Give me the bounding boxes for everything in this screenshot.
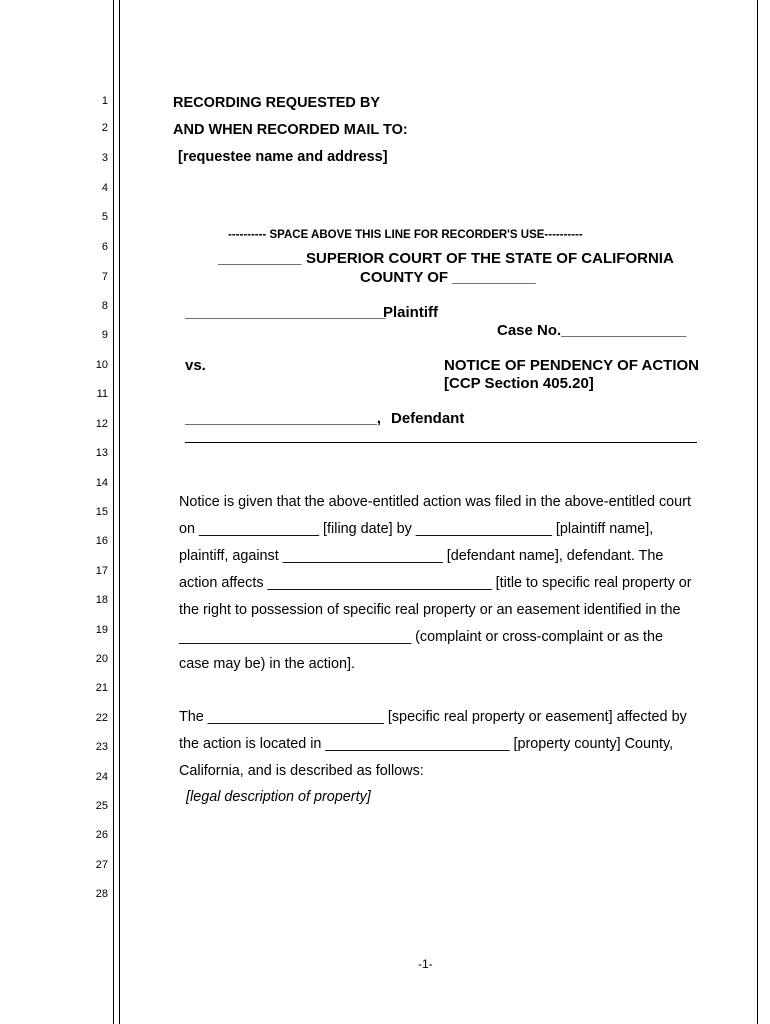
when-recorded-mail-to: AND WHEN RECORDED MAIL TO:: [173, 122, 408, 138]
paragraph-line: California, and is described as follows:: [179, 763, 424, 779]
line-number: 13: [95, 447, 108, 459]
line-number: 21: [95, 682, 108, 694]
line-number: 3: [101, 152, 108, 164]
legal-description: [legal description of property]: [186, 789, 371, 805]
line-number: 2: [101, 122, 108, 134]
paragraph-line: the right to possession of specific real property or an easement identified in the: [179, 602, 681, 618]
right-margin-rule: [757, 0, 758, 1024]
line-number: 25: [95, 800, 108, 812]
line-number: 1: [101, 95, 108, 107]
line-number: 12: [95, 418, 108, 430]
case-number: Case No._______________: [497, 322, 687, 339]
court-name: SUPERIOR COURT OF THE STATE OF CALIFORNIA: [306, 250, 674, 267]
left-margin-rule-inner: [119, 0, 120, 1024]
paragraph-line: _____________________________ (complaint or cross-complaint or as the: [179, 629, 664, 645]
line-number: 17: [95, 565, 108, 577]
paragraph-line: action affects ____________________________ [title to specific real property or: [179, 575, 692, 591]
line-number: 22: [95, 712, 108, 724]
paragraph-line: on _______________ [filing date] by _________________ [plaintiff name],: [179, 521, 654, 537]
paragraph-line: case may be) in the action].: [179, 656, 355, 672]
line-number: 19: [95, 624, 108, 636]
line-number: 18: [95, 594, 108, 606]
defendant-label: Defendant: [391, 410, 465, 427]
line-number: 23: [95, 741, 108, 753]
line-number: 4: [101, 182, 108, 194]
line-number: 14: [95, 477, 108, 489]
left-margin-rule-outer: [113, 0, 114, 1024]
line-number: 16: [95, 535, 108, 547]
notice-title: NOTICE OF PENDENCY OF ACTION: [444, 357, 700, 374]
line-number: 8: [101, 300, 108, 312]
defendant-blank: _______________________,: [185, 410, 382, 427]
paragraph-line: plaintiff, against ____________________ [defendant name], defendant. The: [179, 548, 664, 564]
line-number: 7: [101, 271, 108, 283]
line-number: 11: [96, 388, 108, 400]
line-number: 26: [95, 829, 108, 841]
paragraph-line: the action is located in _______________________ [property county] County,: [179, 736, 674, 752]
court-blank: __________: [218, 250, 302, 267]
line-number: 28: [95, 888, 108, 900]
versus: vs.: [185, 357, 206, 374]
recorder-use-line: ---------- SPACE ABOVE THIS LINE FOR RECORDER'S USE----------: [228, 229, 583, 241]
line-number: 20: [95, 653, 108, 665]
line-number: 24: [95, 771, 108, 783]
line-number: 27: [95, 859, 108, 871]
requestee-name-address: [requestee name and address]: [178, 149, 388, 165]
caption-divider: [185, 442, 697, 443]
county-of: COUNTY OF __________: [360, 269, 536, 286]
paragraph-line: The ______________________ [specific real property or easement] affected by: [179, 709, 687, 725]
line-number: 10: [95, 359, 108, 371]
ccp-section: [CCP Section 405.20]: [444, 375, 594, 392]
paragraph-line: Notice is given that the above-entitled action was filed in the above-entitled court: [179, 494, 691, 510]
recording-requested-by: RECORDING REQUESTED BY: [173, 95, 381, 111]
plaintiff-blank: ________________________: [185, 304, 386, 321]
plaintiff-label: Plaintiff: [383, 304, 438, 321]
line-number: 6: [101, 241, 108, 253]
page-number: -1-: [418, 957, 433, 971]
line-number: 5: [101, 211, 108, 223]
line-number: 15: [95, 506, 108, 518]
line-number: 9: [101, 329, 108, 341]
